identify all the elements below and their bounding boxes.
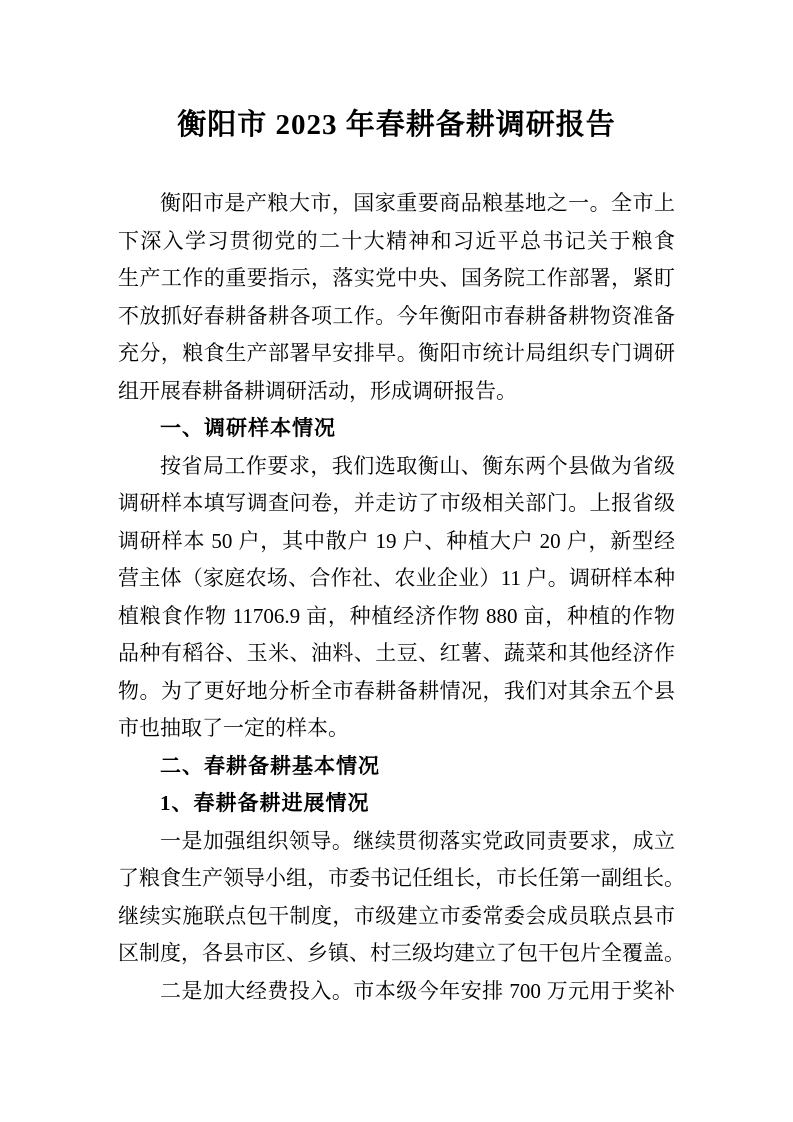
text-line: 1、春耕备耕进展情况	[160, 791, 370, 815]
heading-sans	[118, 748, 675, 786]
text-line: 按省局工作要求，我们选取衡山、衡东两个县做为省级	[160, 453, 675, 478]
heading-sans	[118, 410, 675, 448]
document-body	[118, 185, 685, 1010]
heading-serif	[118, 785, 675, 823]
text-line: 二是加大经费投入。市本级今年安排 700 万元用于奖补	[160, 978, 675, 1003]
text-line: 生产工作的重要指示，落实党中央、国务院工作部署，紧盯	[118, 266, 675, 290]
text-line: 组开展春耕备耕调研活动，形成调研报告。	[118, 378, 517, 403]
text-line: 一是加强组织领导。继续贯彻落实党政同责要求，成立	[160, 828, 675, 853]
text-line: 二、春耕备耕基本情况	[160, 754, 380, 778]
text-line: 市也抽取了一定的样本。	[118, 716, 349, 740]
paragraph	[118, 448, 675, 748]
text-line: 区制度，各县市区、乡镇、村三级均建立了包干包片全覆盖。	[118, 941, 685, 965]
text-line: 调研样本填写调查问卷，并走访了市级相关部门。上报省级	[118, 491, 675, 515]
text-line: 调研样本 50 户，其中散户 19 户、种植大户 20 户，新型经	[118, 528, 675, 553]
text-line: 不放抓好春耕备耕各项工作。今年衡阳市春耕备耕物资准备	[118, 303, 675, 328]
text-line: 一、调研样本情况	[160, 417, 336, 440]
text-line: 营主体（家庭农场、合作社、农业企业）11 户。调研样本种	[118, 566, 675, 590]
text-line: 衡阳市是产粮大市，国家重要商品粮基地之一。全市上	[160, 191, 675, 215]
document-title: 衡阳市 2023 年春耕备耕调研报告	[177, 109, 616, 141]
paragraph	[118, 185, 675, 410]
paragraph	[118, 823, 685, 973]
text-line: 品种有稻谷、玉米、油料、土豆、红薯、蔬菜和其他经济作	[118, 641, 675, 665]
paragraph	[118, 973, 675, 1011]
text-line: 充分，粮食生产部署早安排早。衡阳市统计局组织专门调研	[118, 341, 675, 365]
text-line: 物。为了更好地分析全市春耕备耕情况，我们对其余五个县	[118, 678, 675, 703]
document-content	[0, 100, 793, 1010]
text-line: 植粮食作物 11706.9 亩，种植经济作物 880 亩，种植的作物	[118, 603, 675, 628]
text-line: 了粮食生产领导小组，市委书记任组长，市长任第一副组长。	[118, 866, 685, 890]
text-line: 下深入学习贯彻党的二十大精神和习近平总书记关于粮食	[118, 228, 675, 253]
text-line: 继续实施联点包干制度，市级建立市委常委会成员联点县市	[118, 903, 675, 928]
